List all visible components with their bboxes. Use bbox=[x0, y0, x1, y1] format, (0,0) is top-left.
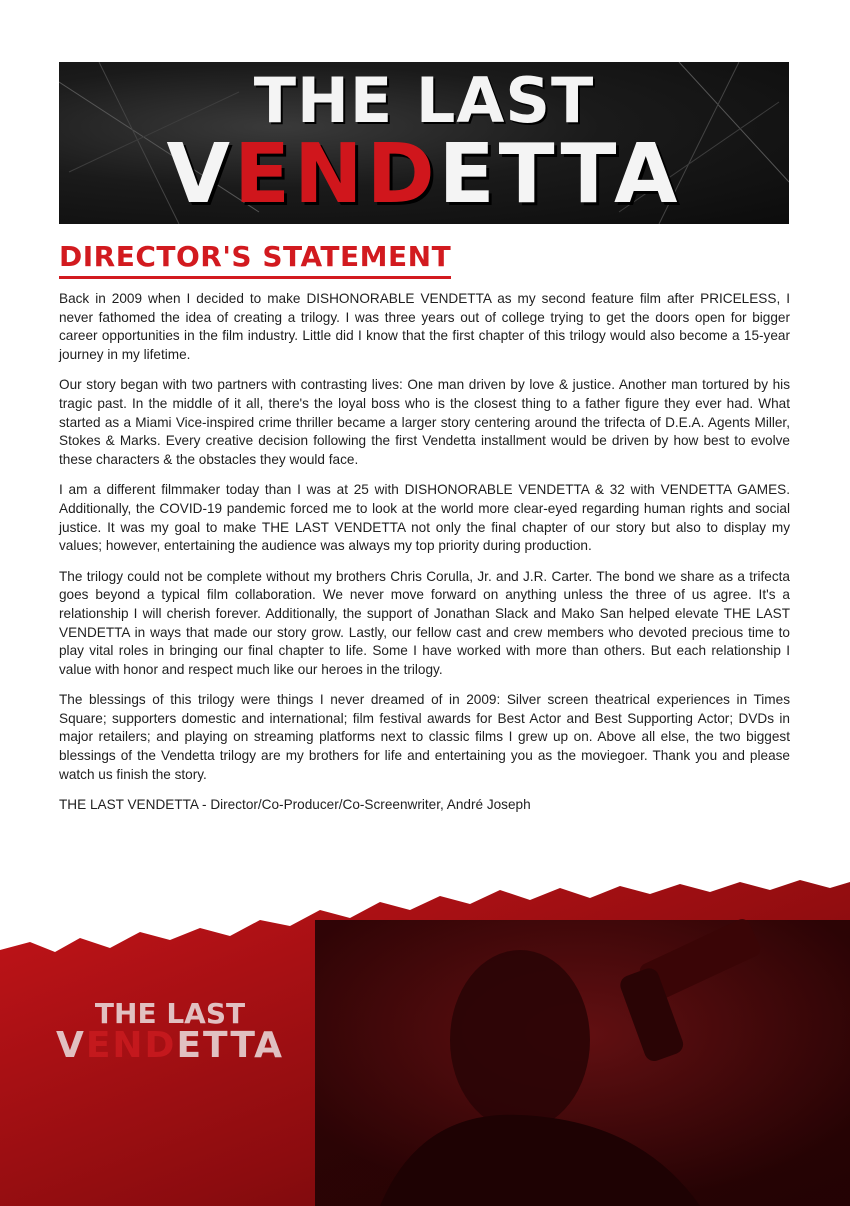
title-banner bbox=[59, 62, 789, 224]
footer-logo-red: END bbox=[85, 1025, 177, 1066]
banner-title-red: END bbox=[233, 127, 439, 222]
footer-poster bbox=[0, 880, 850, 1206]
banner-title-v: V bbox=[166, 127, 234, 222]
paragraph-5: The blessings of this trilogy were things I never dreamed of in 2009: Silver screen theatrical experiences in Times Square; supporters domestic and international; film festival awards for Best Actor and Best Supporting Actor; DVDs in major retailers; and playing on streaming platforms next to classic films I grew up on. Above all else, the two biggest blessings of the Vendetta trilogy are my brothers for life and entertaining you as the moviegoer. Thank you and please watch us finish the story. bbox=[59, 692, 790, 782]
paragraph-4: The trilogy could not be complete without my brothers Chris Corulla, Jr. and J.R. Carter. The bond we share as a trifecta goes beyond a typical film collaboration. We never move forward on anything unless the three of us agree. It's a relationship I will cherish forever. Additionally, the support of Jonathan Slack and Mako San helped elevate THE LAST VENDETTA in ways that made our story grow. Lastly, our fellow cast and crew members who devoted precious time to play vital roles in bringing our final chapter to life. Some I have worked with more than others. But each relationship I value with honor and respect much like our heroes in the trilogy. bbox=[59, 568, 790, 677]
footer-logo bbox=[40, 997, 300, 1066]
footer-logo-bottom bbox=[40, 1025, 300, 1066]
signature: THE LAST VENDETTA - Director/Co-Producer/Co-Screenwriter, André Joseph bbox=[59, 797, 531, 813]
section-heading: DIRECTOR'S STATEMENT bbox=[59, 240, 451, 279]
footer-logo-v: V bbox=[55, 1025, 86, 1066]
paragraph-3: I am a different filmmaker today than I was at 25 with DISHONORABLE VENDETTA & 32 with VENDETTA GAMES. Additionally, the COVID-19 pandemic forced me to look at the world more clear-eyed regarding human rights and social justice. It was my goal to make THE LAST VENDETTA not only the final chapter of our story but also to display my values; however, entertaining the audience was always my top priority during production. bbox=[59, 482, 790, 554]
statement-body bbox=[59, 290, 790, 827]
paragraph-1: Back in 2009 when I decided to make DISHONORABLE VENDETTA as my second feature film after PRICELESS, I never fathomed the idea of creating a trilogy. I was three years out of college trying to get the doors open for bigger career opportunities in the film industry. Little did I know that the first chapter of this trilogy would also become a 15-year journey in my lifetime. bbox=[59, 291, 790, 362]
banner-title-top: THE LAST bbox=[253, 64, 595, 137]
banner-title-etta: ETTA bbox=[438, 127, 682, 222]
footer-logo-etta: ETTA bbox=[176, 1025, 285, 1066]
paragraph-2: Our story began with two partners with contrasting lives: One man driven by love & justice. Another man tortured by his tragic past. In the middle of it all, there's the loyal boss who is the closest thing to a father figure they ever had. What started as a Miami Vice-inspired crime thriller became a larger story centering around the trifecta of D.E.A. Agents Miller, Stokes & Marks. Every creative decision following the first Vendetta installment would be driven by how best to evolve these characters & the obstacles they would face. bbox=[59, 377, 790, 467]
banner-title-bottom bbox=[59, 127, 789, 222]
footer-logo-top: THE LAST bbox=[94, 997, 246, 1030]
